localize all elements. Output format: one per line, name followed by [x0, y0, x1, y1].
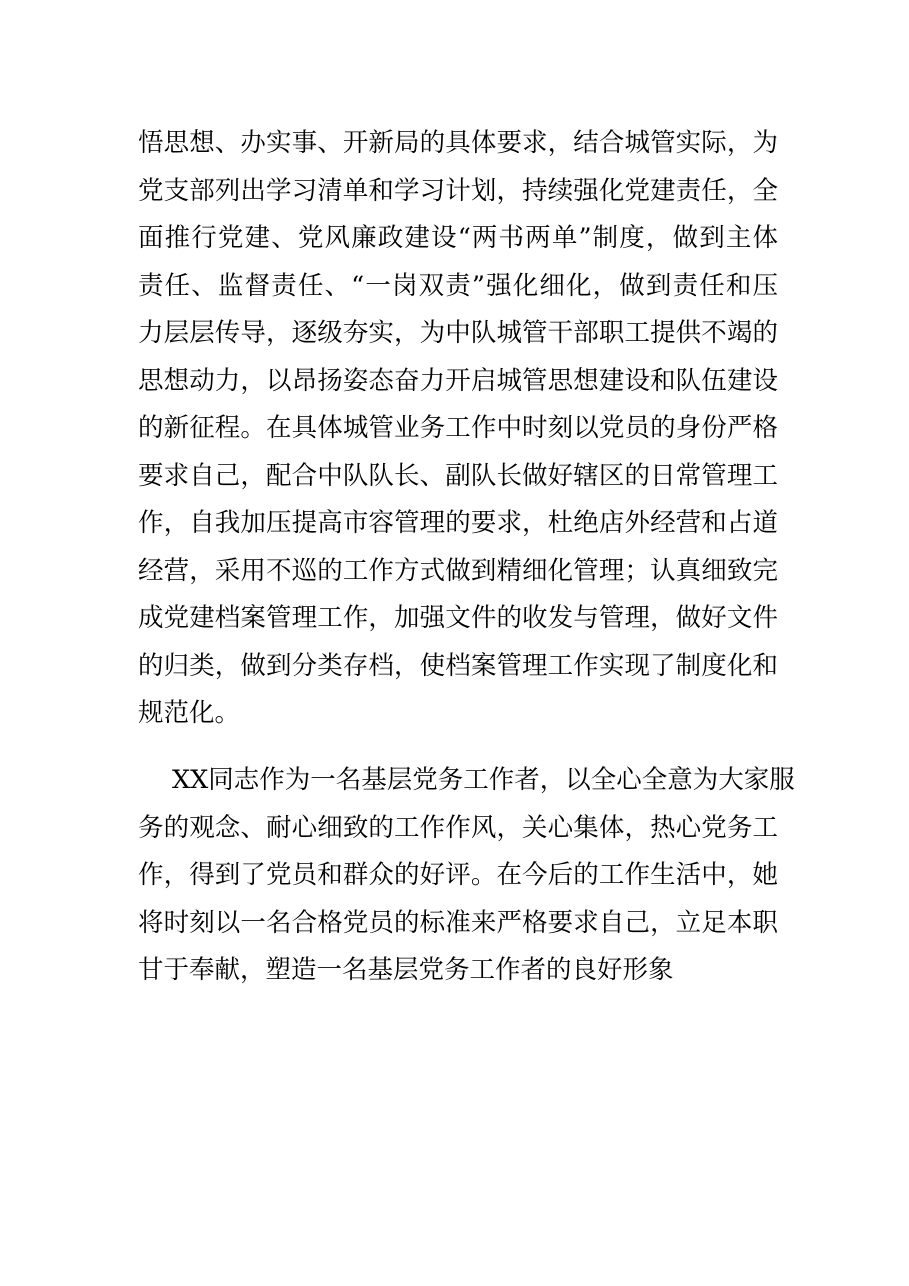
paragraph-line: 责任、监督责任、“一岗双责”强化细化，做到责任和压: [138, 270, 778, 301]
paragraph-line: 甘于奉献，塑造一名基层党务工作者的良好形象: [138, 955, 674, 985]
paragraph-line: 思想动力，以昂扬姿态奋力开启城管思想建设和队伍建设: [138, 365, 778, 396]
paragraph-line: 规范化。: [138, 698, 241, 728]
paragraph-line: 的新征程。在具体城管业务工作中时刻以党员的身份严格: [138, 413, 778, 443]
paragraph-line: 力层层传导，逐级夯实，为中队城管干部职工提供不竭的: [138, 318, 778, 348]
paragraph-line: 将时刻以一名合格党员的标准来严格要求自己，立足本职: [138, 907, 778, 938]
paragraph-line: 的归类，做到分类存档，使档案管理工作实现了制度化和: [138, 650, 778, 681]
paragraph-line: 经营，采用不巡的工作方式做到精细化管理；认真细致完: [138, 555, 778, 586]
paragraph-line: 党支部列出学习清单和学习计划，持续强化党建责任，全: [138, 175, 778, 206]
paragraph-line: 成党建档案管理工作，加强文件的收发与管理，做好文件: [138, 603, 778, 633]
paragraph-line: 务的观念、耐心细致的工作作风，关心集体，热心党务工: [138, 812, 778, 843]
paragraph-2: [138, 757, 795, 995]
paragraph-line: 作，得到了党员和群众的好评。在今后的工作生活中，她: [138, 860, 778, 890]
paragraph-line: 作，自我加压提高市容管理的要求，杜绝店外经营和占道: [138, 508, 778, 538]
paragraph-line: 面推行党建、党风廉政建设“两书两单”制度，做到主体: [138, 223, 778, 253]
paragraph-line: 要求自己，配合中队队长、副队长做好辖区的日常管理工: [138, 460, 778, 491]
paragraph-line: XX同志作为一名基层党务工作者，以全心全意为大家服: [172, 765, 795, 795]
paragraph-1: [138, 120, 778, 738]
paragraph-line: 悟思想、办实事、开新局的具体要求，结合城管实际，为: [138, 128, 778, 158]
